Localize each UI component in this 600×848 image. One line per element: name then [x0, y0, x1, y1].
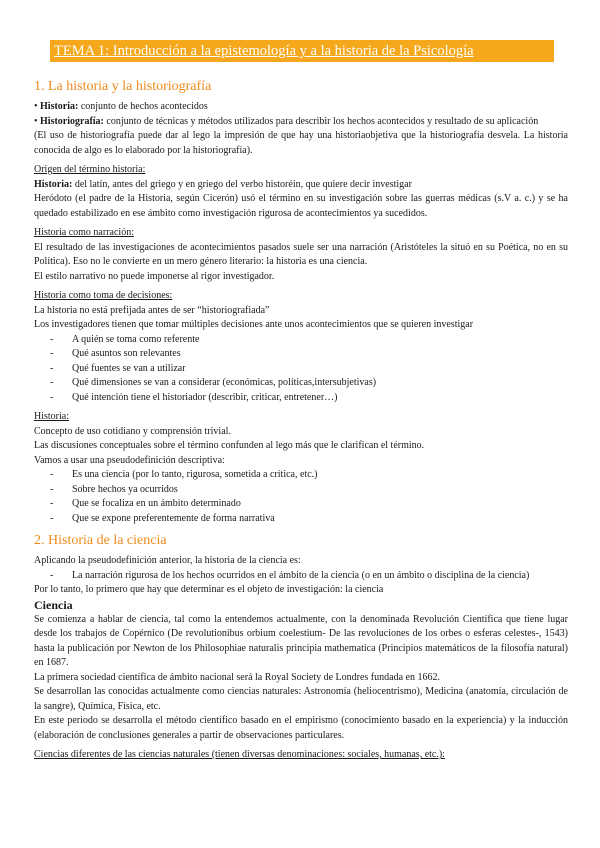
ciencia-heading: Ciencia: [34, 597, 73, 612]
historia-paragraph-3: Vamos a usar una pseudodefinición descriptiva:: [34, 454, 225, 466]
ciencia-paragraph-1: Se comienza a hablar de ciencia, tal como la entendemos actualmente, con la denominada Revolución Científica que tiene lugar desde los trabajos de Copérnico (De revolutionibus orbium coelestium- De las revoluciones de los orbes o esferas celestes-, 1543) hasta la publicación por Newton de los Philosophiae naturalis principia mathematica (Principios matemáticos de la filosofía natural) en 1687.: [34, 613, 568, 668]
origen-herodoto: Heródoto (el padre de la Historia, según Cicerón) usó el término en su investigación sobre las guerras médicas (s.V a. c.) y se ha quedado estabilizado en ese ámbito como investigación rigurosa de acontecimientos ya sucedidos.: [34, 193, 568, 219]
historia-paragraph-2: Las discusiones conceptuales sobre el término confunden al lego más que le clarifican el término.: [34, 440, 425, 451]
historia-paragraph-1: Concepto de uso cotidiano y comprensión trivial.: [34, 425, 231, 437]
ciencia-paragraph-5: Ciencias diferentes de las ciencias naturales (tienen diversas denominaciones: sociales, humanas, etc.):: [34, 749, 445, 760]
list-item: - La narración rigurosa de los hechos ocurridos en el ámbito de la ciencia (o en un ámbito o disciplina de la ciencia): [50, 569, 568, 584]
ciencia-paragraph-4: En este periodo se desarrolla el método científico basado en el empirismo (conocimiento basado en la experiencia) y la inducción (elaboración de conclusiones generales a partir de observaciones particulares.: [34, 715, 568, 741]
list-item: - Que se focaliza en un ámbito determinado: [50, 497, 568, 512]
narracion-paragraph-1: El resultado de las investigaciones de acontecimientos pasados suele ser una narración (Aristóteles la situó en su Poética, no en su Política). Eso no le convierte en un mero género literario: la historia es una ciencia.: [34, 241, 568, 267]
section2-list: [34, 569, 568, 584]
historia-heading: Historia:: [34, 411, 69, 422]
ciencia-paragraph-3: Se desarrollan las conocidas actualmente como ciencias naturales: Astronomía (heliocentrismo), Medicina (anatomía, circulación de la sangre), Química, Física, etc.: [34, 686, 568, 712]
historiografia-note: (El uso de historiografía puede dar al lego la impresión de que hay una historiaobjetiva que la historiografía desvela. La historia conocida de algo es lo elaborado por la historiografía).: [34, 130, 568, 156]
decisiones-list: [34, 333, 568, 406]
decisiones-paragraph-1: La historia no está prefijada antes de ser “historiografiada”: [34, 304, 270, 316]
list-item: - Es una ciencia (por lo tanto, rigurosa, sometida a crítica, etc.): [50, 468, 568, 483]
list-item: - Qué asuntos son relevantes: [50, 347, 568, 362]
decisiones-paragraph-2: Los investigadores tienen que tomar múltiples decisiones ante unos acontecimientos que se quieren investigar: [34, 319, 474, 330]
list-item: - Qué dimensiones se van a considerar (económicas, políticas,intersubjetivas): [50, 376, 568, 391]
section2-heading: 2. Historia de la ciencia: [34, 533, 167, 548]
bullet-historiografia: • Historiografía: conjunto de técnicas y métodos utilizados para describir los hechos acontecidos y resultado de su aplicación: [34, 115, 539, 127]
ciencia-paragraph-2: La primera sociedad científica de ámbito nacional será la Royal Society de Londres fundada en 1662.: [34, 671, 440, 683]
list-item: - Que se expone preferentemente de forma narrativa: [50, 512, 568, 527]
narracion-heading: Historia como narración:: [34, 227, 134, 238]
document-title: TEMA 1: Introducción a la epistemología y a la historia de la Psicología: [50, 40, 554, 62]
section2-paragraph-1: Aplicando la pseudodefinición anterior, la historia de la ciencia es:: [34, 555, 301, 566]
historia-list: [34, 468, 568, 526]
list-item: - Qué fuentes se van a utilizar: [50, 362, 568, 377]
list-item: - A quién se toma como referente: [50, 333, 568, 348]
section2-paragraph-2: Por lo tanto, lo primero que hay que determinar es el objeto de investigación: la ciencia: [34, 584, 384, 595]
list-item: - Sobre hechos ya ocurridos: [50, 483, 568, 498]
list-item: - Qué intención tiene el historiador (describir, criticar, entretener…): [50, 391, 568, 406]
document-page: [34, 40, 568, 763]
origen-heading: Origen del término historia:: [34, 164, 146, 175]
decisiones-heading: Historia como toma de decisiones:: [34, 290, 173, 301]
narracion-paragraph-2: El estilo narrativo no puede imponerse al rigor investigador.: [34, 270, 275, 282]
section1-heading: 1. La historia y la historiografía: [34, 79, 212, 94]
origen-definition: Historia: del latín, antes del griego y en griego del verbo historéin, que quiere decir investigar: [34, 178, 412, 190]
bullet-historia: • Historia: conjunto de hechos acontecidos: [34, 101, 208, 112]
